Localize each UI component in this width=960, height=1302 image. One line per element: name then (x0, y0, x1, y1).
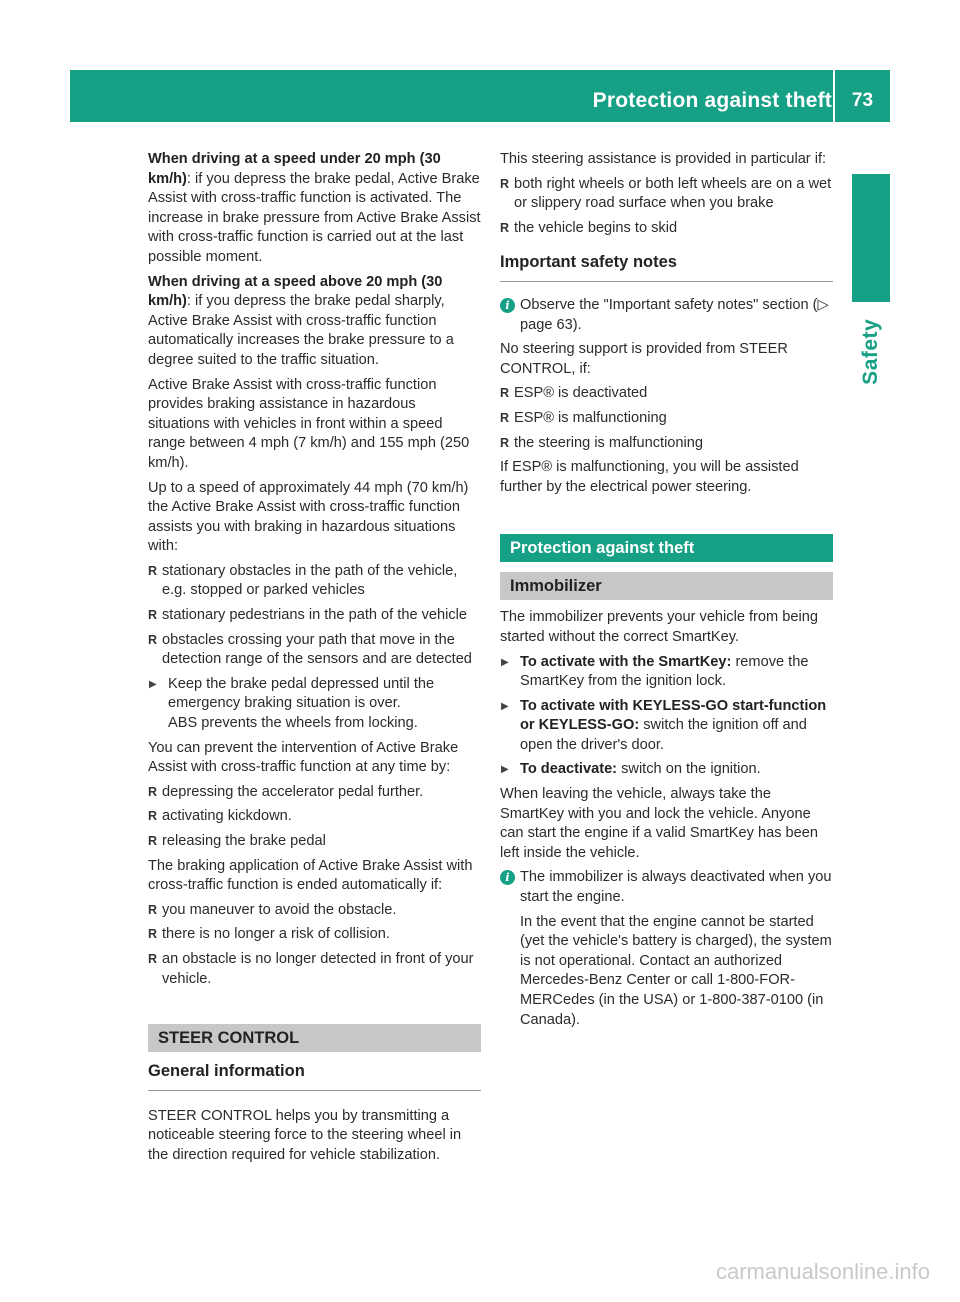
paragraph: When leaving the vehicle, always take the SmartKey with you and lock the vehicle. Anyone can start the engine if a valid SmartKey has been left inside the vehicle. (500, 786, 819, 861)
action-step (500, 760, 833, 780)
section-heading-immobilizer: Immobilizer (500, 572, 833, 600)
list-item: R both right wheels or both left wheels are on a wet or slippery road surface when you brake (500, 175, 833, 214)
action-note: ABS prevents the wheels from locking. (168, 715, 418, 732)
paragraph: The braking application of Active Brake Assist with cross-traffic function is ended automatically if: (148, 857, 473, 894)
paragraph: Up to a speed of approximately 44 mph (70 km/h) the Active Brake Assist with cross-traffic function assists you with braking in hazardous situations with: (148, 479, 469, 555)
info-text: In the event that the engine cannot be started (yet the vehicle's battery is charged), the system is not operational. Contact an authorized Mercedes-Benz Center or call 1-800-FOR-MERCedes (in the USA) or 1-800-387-0100 (in Canada). (520, 913, 832, 1028)
action-step (500, 697, 833, 756)
paragraph (148, 273, 481, 371)
subheading-important-safety-notes: Important safety notes (500, 253, 833, 282)
paragraph-text: : if you depress the brake pedal, Active Brake Assist with cross-traffic function is activated. The increase in brake pressure from Active Brake Assist with cross-traffic function is carried out at the last possible moment. (148, 170, 481, 265)
action-step (500, 653, 833, 692)
section-heading-protection-against-theft: Protection against theft (500, 534, 833, 562)
list-item: R obstacles crossing your path that move in the detection range of the sensors and are detected (148, 631, 481, 670)
action-text: ▶ Keep the brake pedal depressed until the emergency braking situation is over. (168, 675, 435, 712)
list-item: R you maneuver to avoid the obstacle. (148, 901, 481, 921)
info-icon: i (500, 870, 515, 885)
paragraph: You can prevent the intervention of Active Brake Assist with cross-traffic function at any time by: (148, 739, 459, 776)
info-text: The immobilizer is always deactivated when you start the engine. (520, 869, 832, 906)
action-step (148, 675, 481, 734)
list-item: R ESP® is deactivated (500, 384, 833, 404)
side-tab (852, 302, 890, 402)
action-label: To deactivate: (520, 761, 618, 778)
side-tab-marker (852, 174, 890, 302)
footer-watermark: carmanualsonline.info (715, 1259, 930, 1284)
list-item: R stationary obstacles in the path of the vehicle, e.g. stopped or parked vehicles (148, 562, 481, 601)
right-column (500, 150, 833, 1035)
subheading-general-information: General information (148, 1062, 481, 1091)
info-icon: i (500, 298, 515, 313)
list-item: R depressing the accelerator pedal further. (148, 783, 481, 803)
action-text: switch the ignition off and open the driver's door. (520, 717, 807, 753)
list-item: R releasing the brake pedal (148, 832, 481, 852)
bold-term: When driving at a speed under 20 mph (30 km/h) (148, 151, 441, 187)
paragraph: The immobilizer prevents your vehicle from being started without the correct SmartKey. (500, 609, 818, 645)
bold-term: When driving at a speed above 20 mph (30 km/h) (148, 273, 443, 310)
page-title: Protection against theft (592, 89, 832, 112)
list-item: R stationary pedestrians in the path of the vehicle (148, 606, 481, 626)
paragraph: No steering support is provided from STEER CONTROL, if: (500, 341, 788, 377)
action-label: To activate with KEYLESS-GO start-function or KEYLESS-GO: (520, 697, 827, 734)
list-item: R there is no longer a risk of collision. (148, 925, 481, 945)
list-item: R activating kickdown. (148, 807, 481, 827)
info-note (500, 296, 833, 335)
info-note (500, 868, 833, 1030)
left-column (148, 150, 481, 1171)
action-label: To activate with the SmartKey: (520, 653, 732, 670)
paragraph-text: : if you depress the brake pedal sharply, Active Brake Assist with cross-traffic function automatically increases the brake pressure to a degree suited to the traffic situation. (148, 293, 454, 368)
action-text: remove the SmartKey from the ignition lock. (520, 653, 809, 690)
paragraph: Active Brake Assist with cross-traffic function provides braking assistance in hazardous situations with vehicles in front within a speed range between 4 mph (7 km/h) and 155 mph (250 km/h). (148, 376, 470, 471)
info-text: Observe the "Important safety notes" section (▷ page 63). (520, 296, 829, 333)
action-text: switch on the ignition. (617, 761, 761, 778)
list-item: R an obstacle is no longer detected in front of your vehicle. (148, 950, 481, 989)
page-number: 73 (851, 90, 874, 111)
paragraph: If ESP® is malfunctioning, you will be assisted further by the electrical power steering. (500, 459, 799, 495)
paragraph: STEER CONTROL helps you by transmitting a noticeable steering force to the steering wheel in the direction required for vehicle stabilization. (148, 1107, 462, 1163)
list-item: R the vehicle begins to skid (500, 219, 833, 239)
section-heading-steer-control: STEER CONTROL (148, 1024, 481, 1052)
list-item: R ESP® is malfunctioning (500, 409, 833, 429)
paragraph (148, 150, 481, 268)
paragraph: This steering assistance is provided in particular if: (500, 151, 827, 167)
list-item: R the steering is malfunctioning (500, 434, 833, 454)
side-tab-label: Safety (859, 318, 883, 386)
